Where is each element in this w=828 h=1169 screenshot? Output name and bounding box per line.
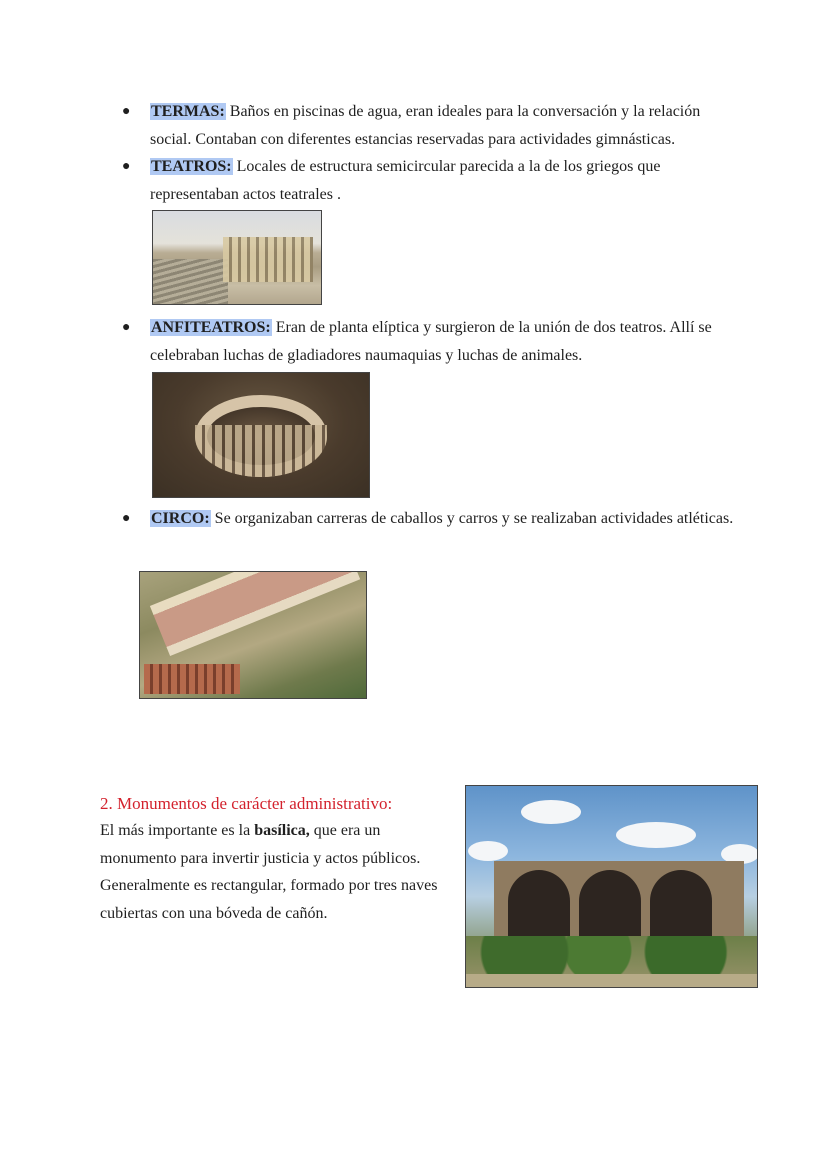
term-description: Se organizaban carreras de caballos y carros y se realizaban actividades atléticas. bbox=[210, 510, 734, 527]
basilica-image bbox=[465, 785, 758, 988]
bullet-icon: ● bbox=[122, 320, 131, 335]
list-item-teatros bbox=[122, 153, 742, 208]
term-description: Locales de estructura semicircular parecida a la de los griegos que representaban actos teatrales . bbox=[150, 158, 661, 203]
term-label: TEATROS: bbox=[151, 158, 232, 175]
cloud-shape bbox=[521, 800, 581, 824]
bullet-icon: ● bbox=[122, 104, 131, 119]
term-description: Baños en piscinas de agua, eran ideales para la conversación y la relación social. Contaban con diferentes estancias reservadas para actividades gimnásticas. bbox=[150, 103, 701, 148]
list-item-termas bbox=[122, 98, 742, 153]
roman-circus-image bbox=[139, 571, 367, 699]
basilica-arch bbox=[579, 870, 641, 942]
cloud-shape bbox=[468, 841, 508, 861]
theatre-columns bbox=[223, 237, 313, 282]
section-paragraph bbox=[100, 817, 460, 927]
cloud-shape bbox=[616, 822, 696, 848]
list-item-circo bbox=[122, 505, 742, 533]
paragraph-text-start: El más importante es la bbox=[100, 822, 255, 839]
bullet-icon: ● bbox=[122, 159, 131, 174]
theatre-seats bbox=[153, 259, 228, 305]
colosseum-image bbox=[152, 372, 370, 498]
section-heading: 2. Monumentos de carácter administrativo: bbox=[100, 794, 393, 813]
term-label: ANFITEATROS: bbox=[151, 319, 271, 336]
paragraph-text-end: que era un monumento para invertir justicia y actos públicos. Generalmente es rectangular, formado por tres naves cubiertas con una bóveda de cañón. bbox=[100, 822, 438, 922]
paragraph-bold-term: basílica, bbox=[254, 822, 310, 839]
list-item-anfiteatros bbox=[122, 314, 742, 369]
basilica-arch bbox=[650, 870, 712, 942]
term-label: TERMAS: bbox=[151, 103, 225, 120]
roman-theatre-image bbox=[152, 210, 322, 305]
basilica-arch bbox=[508, 870, 570, 942]
vegetation bbox=[466, 936, 758, 976]
term-description: Eran de planta elíptica y surgieron de la unión de dos teatros. Allí se celebraban luchas de gladiadores naumaquias y luchas de animales. bbox=[150, 319, 712, 364]
colosseum-arches bbox=[195, 425, 327, 477]
bullet-icon: ● bbox=[122, 511, 131, 526]
circus-track bbox=[150, 571, 360, 656]
ground bbox=[466, 974, 758, 988]
term-label: CIRCO: bbox=[151, 510, 210, 527]
circus-gate bbox=[144, 664, 240, 694]
